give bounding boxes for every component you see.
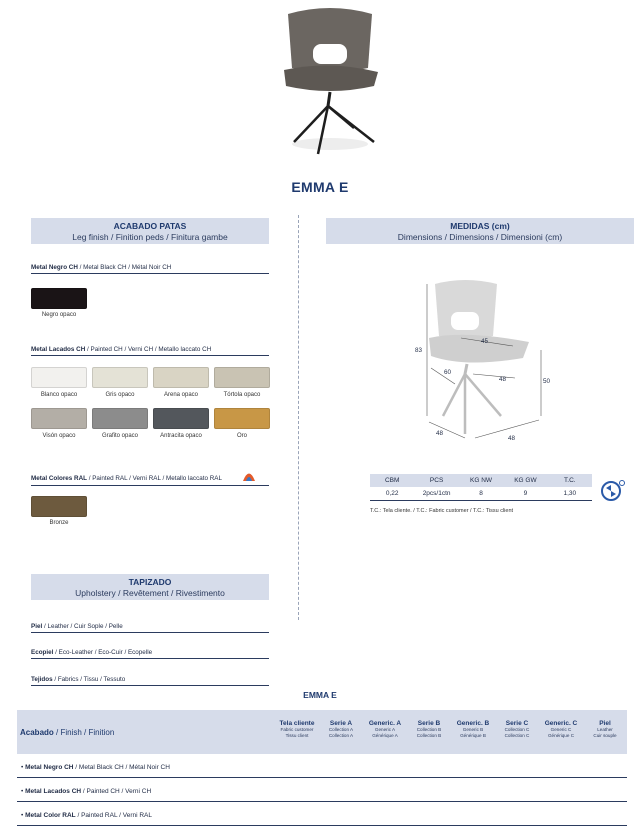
swatch-label: Gris opaco bbox=[105, 392, 135, 398]
pricing-header bbox=[17, 710, 627, 754]
dim-base-depth: 48 bbox=[436, 430, 444, 437]
td-kg-gw: 9 bbox=[523, 490, 528, 497]
leg-finish-header bbox=[31, 218, 269, 244]
dim-height-total: 83 bbox=[415, 347, 423, 354]
metal-lacados-label: Metal Lacados CH / Painted CH / Verni CH / Metallo laccato CH bbox=[31, 346, 212, 353]
swatch-label: Oro bbox=[236, 433, 247, 439]
pricing-row-metal-lacados: • Metal Lacados CH / Painted CH / Verni CH bbox=[17, 780, 627, 802]
metal-negro-rule bbox=[31, 273, 269, 274]
column-divider bbox=[298, 215, 299, 620]
td-kg-nw: 8 bbox=[479, 490, 483, 497]
swatch-gris-opaco bbox=[92, 367, 148, 388]
metal-negro-label: Metal Negro CH / Metal Black CH / Métal Noir CH bbox=[31, 264, 172, 271]
col-tela-cliente: Tela cliente Fabric customer Tissu client bbox=[279, 720, 315, 738]
ral-palette-icon bbox=[242, 470, 256, 482]
upholstery-row-tejidos: Tejidos / Fabrics / Tissu / Tessuto bbox=[31, 676, 269, 686]
metal-colores-rule bbox=[31, 485, 269, 486]
swatch-blanco-opaco bbox=[31, 367, 87, 388]
tc-note: T.C.: Tela cliente. / T.C.: Fabric customer / T.C.: Tissu client bbox=[370, 508, 514, 514]
upholstery-row-piel: Piel / Leather / Cuir Sople / Pelle bbox=[31, 623, 269, 633]
pricing-row-metal-negro: • Metal Negro CH / Metal Black CH / Métal Noir CH bbox=[17, 756, 627, 778]
col-serie-c: Serie C Collection C Collection C bbox=[504, 720, 530, 738]
swatch-tortola-opaco bbox=[214, 367, 270, 388]
finish-label: Acabado / Finish / Finition bbox=[20, 728, 115, 737]
dim-seat-depth: 60 bbox=[444, 369, 452, 376]
swatch-label: Bronze bbox=[49, 520, 69, 526]
swatch-vison-opaco bbox=[31, 408, 87, 429]
td-cbm: 0,22 bbox=[385, 490, 399, 497]
col-piel: Piel Leather Cuir souple bbox=[593, 720, 617, 738]
measures-header bbox=[326, 218, 634, 244]
th-kg-gw: KG GW bbox=[514, 477, 537, 484]
col-generic-c: Generic. C Generic C Générique C bbox=[544, 720, 578, 738]
swatch-oro bbox=[214, 408, 270, 429]
measures-title: MEDIDAS (cm) bbox=[450, 221, 510, 231]
leg-finish-title: ACABADO PATAS bbox=[113, 221, 187, 231]
swatch-label: Antracita opaco bbox=[160, 433, 202, 439]
swatch-negro-opaco bbox=[31, 288, 87, 309]
leg-finish-subtitle: Leg finish / Finition peds / Finitura gambe bbox=[72, 232, 228, 242]
col-generic-a: Generic. A Generic A Générique A bbox=[368, 720, 402, 738]
metal-lacados-rule bbox=[31, 355, 269, 356]
metal-colores-label: Metal Colores RAL / Painted RAL / Verni RAL / Metallo laccato RAL bbox=[31, 475, 222, 482]
measurements-header-row bbox=[370, 474, 592, 487]
col-serie-b: Serie B Collection B Collection B bbox=[416, 720, 442, 738]
swatch-label: Visón opaco bbox=[42, 433, 76, 439]
col-serie-a: Serie A Collection A Collection A bbox=[328, 720, 354, 738]
swatch-label: Blanco opaco bbox=[40, 392, 78, 398]
swivel-icon bbox=[600, 479, 626, 501]
pricing-title: EMMA E bbox=[303, 690, 337, 700]
swatch-label: Grafito opaco bbox=[101, 433, 139, 439]
upholstery-row-ecopiel: Ecopiel / Eco-Leather / Eco-Cuir / Ecopelle bbox=[31, 649, 269, 659]
dim-seat-height: 50 bbox=[543, 378, 551, 385]
th-kg-nw: KG NW bbox=[470, 477, 493, 484]
dim-seat-width: 45 bbox=[481, 338, 489, 345]
th-tc: T.C. bbox=[564, 477, 576, 484]
chair-photo bbox=[270, 6, 390, 156]
dim-inner: 48 bbox=[499, 376, 507, 383]
dimension-drawing bbox=[405, 276, 565, 446]
measurements-value-row bbox=[370, 487, 592, 501]
swatch-grafito-opaco bbox=[92, 408, 148, 429]
td-tc: 1,30 bbox=[563, 490, 577, 497]
swatch-label: Tórtola opaco bbox=[223, 392, 261, 398]
swatch-arena-opaco bbox=[153, 367, 209, 388]
swatch-antracita-opaco bbox=[153, 408, 209, 429]
measurements-table bbox=[370, 474, 592, 501]
swatch-label: Negro opaco bbox=[41, 312, 77, 318]
swatch-bronze bbox=[31, 496, 87, 517]
upholstery-subtitle: Upholstery / Revêtement / Rivestimento bbox=[75, 588, 225, 598]
th-pcs: PCS bbox=[429, 477, 444, 484]
measures-subtitle: Dimensions / Dimensions / Dimensioni (cm) bbox=[397, 232, 563, 242]
pricing-row-metal-ral: • Metal Color RAL / Painted RAL / Verni RAL bbox=[17, 804, 627, 826]
upholstery-title: TAPIZADO bbox=[128, 577, 172, 587]
th-cbm: CBM bbox=[384, 477, 400, 484]
dim-base-width: 48 bbox=[508, 435, 516, 442]
swatch-label: Arena opaco bbox=[163, 392, 199, 398]
upholstery-header bbox=[31, 574, 269, 600]
product-title: EMMA E bbox=[291, 179, 349, 195]
td-pcs: 2pcs/1ctn bbox=[422, 490, 451, 497]
col-generic-b: Generic. B Generic B Générique B bbox=[456, 720, 490, 738]
